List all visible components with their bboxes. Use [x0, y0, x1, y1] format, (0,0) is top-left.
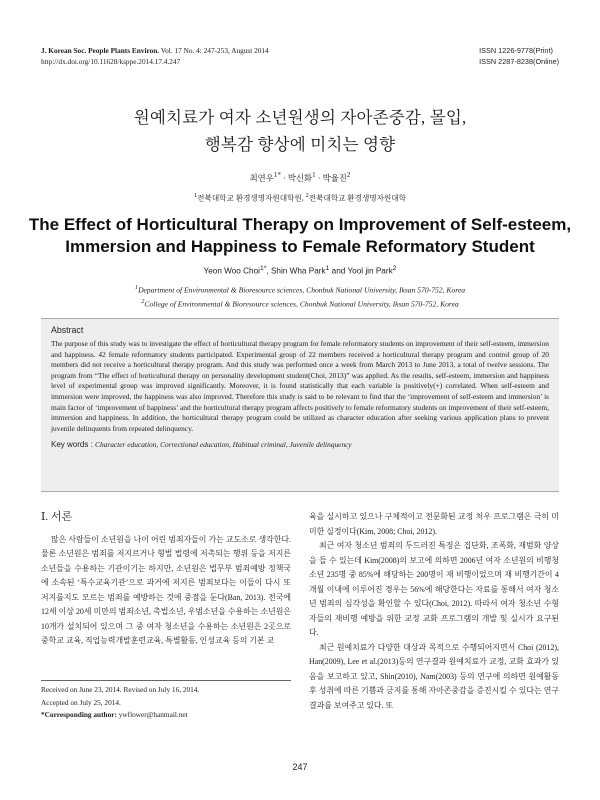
journal-name: J. Korean Soc. People Plants Environ. — [41, 46, 160, 55]
korean-author-2: 박신화 — [287, 173, 313, 183]
footnote-divider — [41, 680, 291, 681]
korean-author-1: 최연우 — [249, 173, 274, 183]
accepted-note: Accepted on July 25, 2014. — [41, 697, 121, 707]
body-right-column — [309, 510, 559, 713]
korean-aff2: 전북대학교 환경생명자원대학 — [308, 193, 406, 203]
korean-author-1-sup: 1* — [273, 171, 281, 179]
abstract-box — [41, 318, 559, 492]
english-author-2: , Shin Wha Park — [266, 266, 326, 276]
english-author-1-sup: 1* — [259, 265, 267, 272]
body-left-column — [41, 510, 291, 649]
english-affiliations — [0, 282, 600, 310]
keywords-label: Key words : — [51, 440, 96, 450]
english-aff1-sup: 1 — [134, 284, 139, 291]
korean-aff1-sup: 1 — [193, 192, 198, 199]
author-separator: · — [280, 173, 288, 183]
issn-online: ISSN 2287-8238(Online) — [479, 57, 559, 66]
received-note: Received on June 23, 2014. Revised on July 16, 2014. — [41, 685, 200, 694]
intro-paragraph-3: 최근 여자 청소년 범죄의 두드러진 특징은 집단화, 조폭화, 재범화 양상을 들 수 있는데 Kim(2008)의 보고에 의하면 2006년 여자 소년원의 비행청소년 235명 중 85%에 해당하는 200명이 재 비행이었으며 재 비행기간이 4개월 이내에 이루어진 경우는 56%에 해당한다는 자료를 통해서 여자 청소년 범죄의 심각성을 확인할 수 있다(Choi, 2012). 따라서 여자 청소년 수형자들의 재비행 예방을 위한 교정 교화 프로그램의 개발 및 실시가 요구된다. — [309, 541, 559, 637]
english-author-3: and Yool jin Park — [329, 266, 393, 276]
issn-block — [479, 45, 559, 67]
keywords-value: Character education, Correctional education, Habitual criminal, Juvenile delinquency — [95, 440, 352, 450]
issn-print: ISSN 1226-9778(Print) — [479, 46, 553, 55]
journal-header — [41, 45, 269, 67]
korean-author-2-sup: 1 — [312, 171, 316, 179]
english-title — [0, 214, 600, 258]
journal-info: Vol. 17 No. 4: 247-253, August 2014 — [159, 46, 269, 55]
abstract-heading: Abstract — [51, 325, 84, 335]
doi-link[interactable]: http://dx.doi.org/10.11628/ksppe.2014.17.4.247 — [41, 57, 181, 66]
footnotes — [41, 684, 291, 722]
abstract-text: The purpose of this study was to investigate the effect of horticultural therapy program for female reformatory students on improvement of their self-esteem, immersion and happiness. 42 female reformatory students participated. Experimental group of 22 members received a horticultural therapy program and control group of 20 members did not receive a horticultural therapy program. And this study was performed once a week from March 2013 to June 2013, a total of twelve sessions. The program from “The effect of horticultural therapy on personality development student(Choi, 2013)” was applied. As the results, self-esteem, immersion and happiness level of experimental group was improved significantly. Moreover, it is found statistically that each variable is positively(+) correlated. When self-esteem and immersion were improved, the happiness was also improved. Therefore this study is said to be relevant to find that the ‘improvement of self-esteem and immersion’ is main factor of ‘improvement of happiness’ and the horticultural therapy program affects positively to female reformatory students on improvement of their self-esteem, immersion and happiness. In addition, the horticultural therapy program could be utilized as character education after seeking various application plans to prevent juvenile delinquents from repeated delinquency. — [51, 339, 549, 433]
keywords — [51, 440, 549, 449]
korean-title-line1: 원예치료가 여자 소년원생의 자아존중감, 몰입, — [133, 108, 467, 127]
english-aff2: College of Environmental & Bioresource sciences, Chonbuk National University, Iksan 570-752, Korea — [144, 299, 459, 309]
korean-aff2-sup: 2 — [305, 192, 309, 199]
korean-authors — [0, 171, 600, 184]
page-number: 247 — [292, 762, 308, 772]
korean-aff1: 전북대학교 환경생명자원대학원, — [197, 193, 306, 203]
section-heading: Ⅰ. 서론 — [41, 511, 73, 523]
english-title-line2: Immersion and Happiness to Female Reformatory Student — [65, 237, 535, 256]
korean-title — [0, 104, 600, 158]
intro-paragraph-1: 많은 사람들이 소년원을 나이 어린 범죄자들이 가는 교도소로 생각한다. 물론 소년원은 범죄를 저지르거나 형벌 법령에 저촉되는 행위 등을 저지른 소년들을 수용하는 기관이기는 하지만, 소년원은 법무부 범죄예방 정책국에 소속된 ‘특수교육기관’으로 과거에 저지른 범죄보다는 이들이 다시 또 저지를지도 모르는 범죄를 예방하는 것에 중점을 둔다(Ban, 2013). 전국에 12세 이상 20세 미만의 범죄소년, 촉법소년, 우범소년을 수용하는 소년원은 10개가 설치되어 있으며 그 중 여자 청소년을 수용하는 소년원은 2곳으로 중학교 교육, 직업능력개발훈련교육, 특별활동, 인성교육 등의 기본 교 — [41, 534, 291, 645]
english-author-1: Yeon Woo Choi — [203, 266, 260, 276]
korean-author-3-sup: 2 — [346, 171, 351, 179]
english-author-3-sup: 2 — [392, 265, 397, 272]
english-aff1: Department of Environmental & Bioresource sciences, Chonbuk National University, Iksan 570-752, Korea — [138, 285, 466, 295]
intro-paragraph-2: 육을 실시하고 있으나 구체적이고 전문화된 교정 처우 프로그램은 극히 미미한 실정이다(Kim, 2008; Choi, 2012). — [309, 512, 559, 536]
korean-author-3: 박율진 — [322, 173, 347, 183]
author-separator: · — [315, 173, 323, 183]
english-aff2-sup: 2 — [141, 298, 145, 306]
english-title-line1: The Effect of Horticultural Therapy on Improvement of Self-esteem, — [28, 215, 572, 234]
english-authors — [0, 265, 600, 276]
intro-paragraph-4: 최근 원예치료가 다양한 대상과 목적으로 수행되어지면서 Choi (2012), Han(2009), Lee et al.(2013)등의 연구결과 원예치료가 교정, 교화 효과가 있음을 보고하고 있고, Shin(2010), Nam(2003) 등의 연구에 의하면 원예활동 후 성취에 따른 기쁨과 긍지를 통해 자아존중감을 증진시킬 수 있다는 연구 결과를 보여주고 있다. 또 — [309, 642, 559, 710]
corresponding-email[interactable]: ywflower@hanmail.net — [116, 710, 188, 720]
korean-title-line2: 행복감 향상에 미치는 영향 — [204, 135, 396, 154]
korean-affiliations — [0, 192, 600, 204]
corresponding-label: *Corresponding author: — [41, 710, 117, 720]
english-author-2-sup: 1 — [325, 265, 330, 272]
